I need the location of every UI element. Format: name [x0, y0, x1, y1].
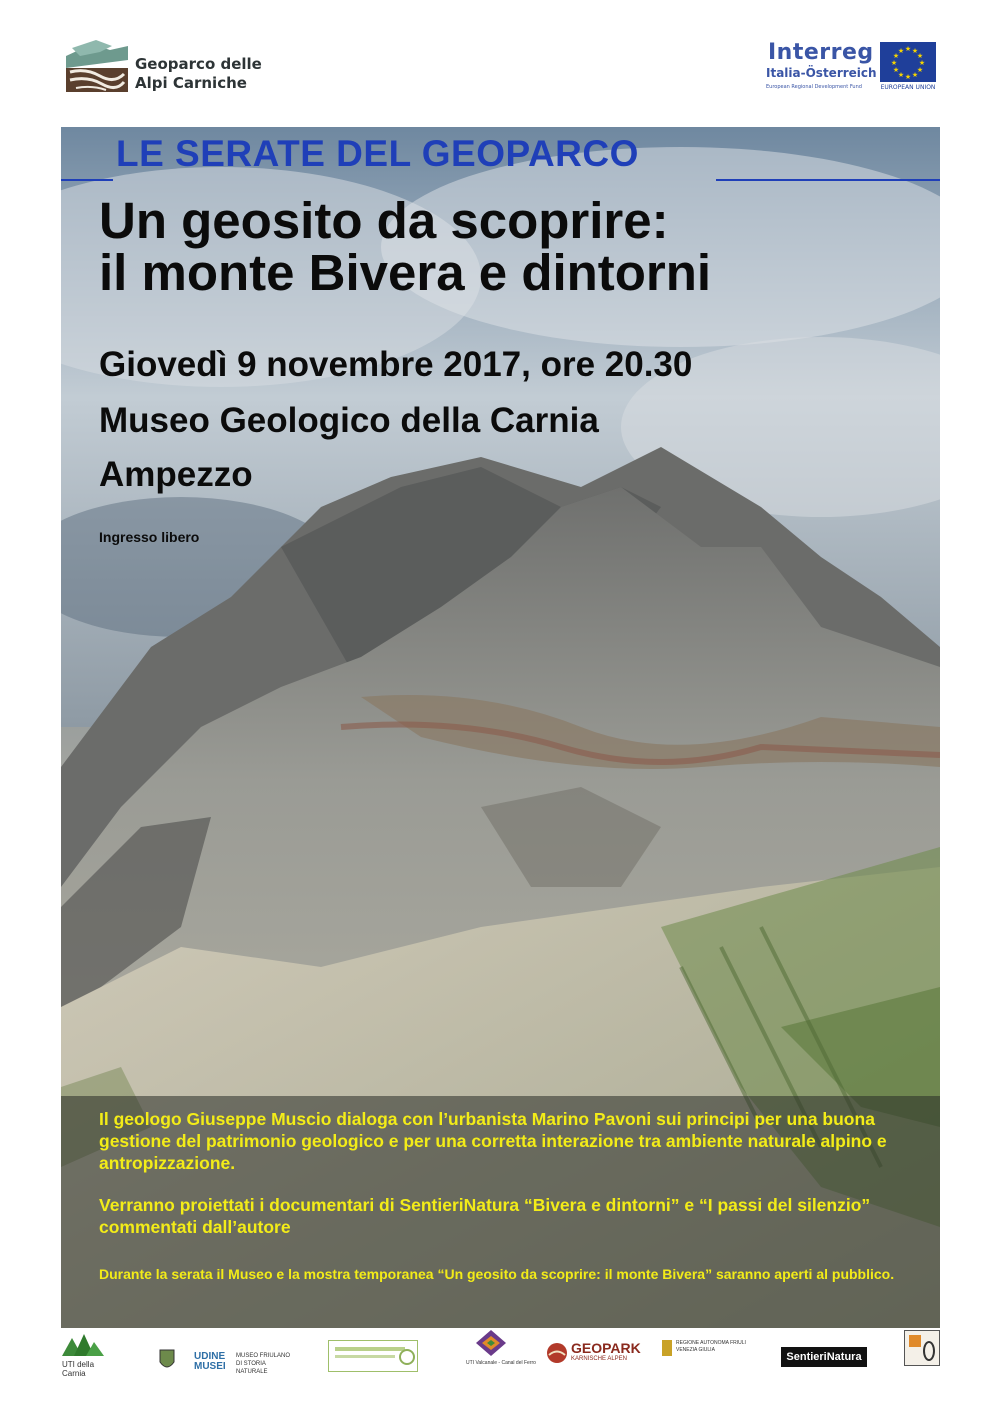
event-title-line1: Un geosito da scoprire: [99, 192, 669, 249]
udine-musei-logo [158, 1340, 291, 1380]
series-title: LE SERATE DEL GEOPARCO [116, 133, 639, 174]
event-date: Giovedì 9 novembre 2017, ore 20.30 [99, 345, 693, 384]
uti-carnia-triangles-icon [62, 1330, 104, 1356]
event-title [99, 192, 712, 301]
udine-musei-label: UDINE MUSEI [194, 1351, 226, 1372]
geopark-logo [546, 1340, 656, 1370]
museum-emblem-logo [904, 1330, 940, 1366]
svg-text:★: ★ [904, 73, 912, 81]
museo-friulano-label: MUSEO FRIULANO DI STORIA NATURALE [236, 1353, 291, 1375]
svg-text:★: ★ [897, 47, 905, 55]
sponsor-logos [0, 1330, 993, 1401]
svg-text:★: ★ [892, 66, 900, 74]
geopark-emblem-icon [546, 1342, 568, 1364]
uti-carnia-logo [62, 1330, 108, 1378]
valcanale-emblem-icon [476, 1330, 506, 1356]
svg-text:★: ★ [890, 59, 898, 67]
svg-text:★: ★ [892, 52, 900, 60]
eu-label: EUROPEAN UNION [880, 84, 936, 91]
svg-text:★: ★ [916, 52, 924, 60]
svg-text:★: ★ [911, 47, 919, 55]
poster-image [61, 127, 940, 1328]
sentieri-natura-logo [781, 1347, 867, 1367]
regione-eagle-icon [662, 1340, 672, 1356]
uti-valcanale-logo [466, 1330, 536, 1366]
svg-text:★: ★ [911, 71, 919, 79]
event-town: Ampezzo [99, 455, 253, 494]
geoparco-name-line2: Alpi Carniche [135, 74, 247, 92]
description-paragraph-2: Verranno proiettati i documentari di SentieriNatura “Bivera e dintorni” e “I passi del silenzio” commentati dall’autore [99, 1195, 871, 1237]
series-rule-right [716, 179, 940, 181]
geopark-sub-label: KARNISCHE ALPEN [571, 1356, 628, 1362]
geoparco-mountain-icon [66, 38, 128, 92]
svg-text:★: ★ [916, 66, 924, 74]
comune-crest-icon [158, 1348, 176, 1374]
description-box [61, 1096, 940, 1328]
sentieri-natura-label: SentieriNatura [786, 1351, 862, 1363]
green-institution-logo [328, 1340, 418, 1372]
geoparco-name-line1: Geoparco delle [135, 55, 262, 73]
svg-text:★: ★ [904, 45, 912, 53]
svg-text:★: ★ [897, 71, 905, 79]
eu-flag-icon [880, 42, 936, 82]
event-title-line2: il monte Bivera e dintorni [99, 244, 712, 301]
geopark-label: GEOPARK [571, 1340, 641, 1356]
geoparco-name [135, 55, 262, 93]
svg-text:★: ★ [918, 59, 926, 67]
entry-note: Ingresso libero [99, 529, 200, 545]
regione-label: REGIONE AUTONOMA FRIULI VENEZIA GIULIA [676, 1340, 746, 1353]
interreg-subtitle: Italia-Österreich [766, 66, 877, 80]
interreg-brand: Interreg [768, 40, 874, 65]
interreg-fund: European Regional Development Fund [766, 84, 862, 90]
interreg-logo [762, 40, 942, 96]
series-rule-left [61, 179, 113, 181]
description-paragraph-3: Durante la serata il Museo e la mostra temporanea “Un geosito da scoprire: il monte Bivera” saranno aperti al pubblico. [99, 1266, 895, 1282]
description-paragraph-1: Il geologo Giuseppe Muscio dialoga con l’urbanista Marino Pavoni sui principi per una buona gestione del patrimonio geologico e per una corretta interazione tra ambiente naturale alpino e antropizzazione. [99, 1109, 887, 1173]
regione-fvg-logo [662, 1340, 752, 1376]
uti-carnia-label: UTI della Carnia [62, 1360, 95, 1378]
event-venue: Museo Geologico della Carnia [99, 401, 599, 440]
uti-valcanale-label: UTI Valcanale - Canal del Ferro [466, 1360, 536, 1366]
